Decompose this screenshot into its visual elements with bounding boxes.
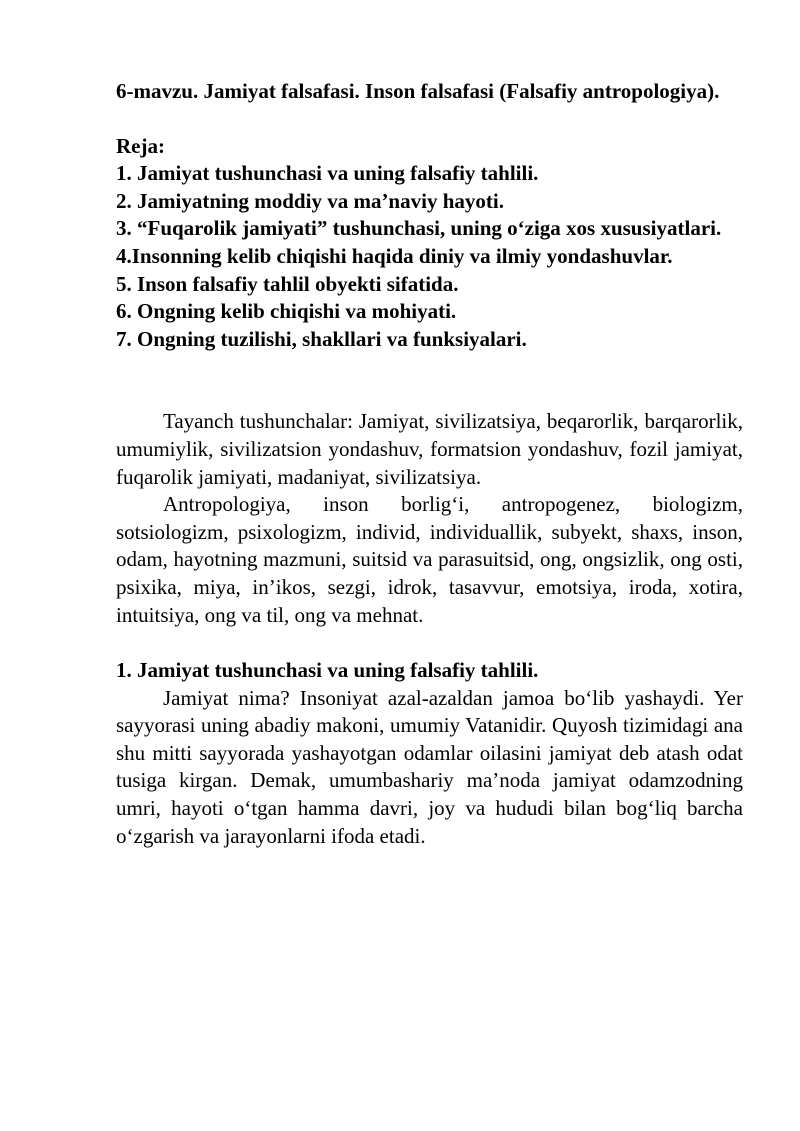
keywords-paragraph-1: Tayanch tushunchalar: Jamiyat, sivilizatsiya, beqarorlik, barqarorlik, umumiylik, sivilizatsion yondashuv, formatsion yondashuv, fozil jamiyat, fuqarolik jamiyati, madaniyat, sivilizatsiya. [116,409,743,489]
plan-item-4: 4.Insonning kelib chiqishi haqida diniy va ilmiy yondashuvlar. [116,243,673,268]
section-1-paragraph: Jamiyat nima? Insoniyat azal-azaldan jamoa bo‘lib yashaydi. Yer sayyorasi uning abadiy makoni, umumiy Vatanidir. Quyosh tizimidagi ana shu mitti sayyorada yashayotgan odamlar oilasini jamiyat deb atash odat tusiga kirgan. Demak, umumbashariy ma’noda jamiyat odamzodning umri, hayoti o‘tgan hamma davri, joy va hududi bilan bog‘liq barcha o‘zgarish va jarayonlarni ifoda etadi. [116,685,743,848]
document-title: 6-mavzu. Jamiyat falsafasi. Inson falsafasi (Falsafiy antropologiya). [116,79,720,103]
plan-item-5: 5. Inson falsafiy tahlil obyekti sifatida. [116,271,459,296]
plan-item-3: 3. “Fuqarolik jamiyati” tushunchasi, uning o‘ziga xos xususiyatlari. [116,216,722,241]
document-page [116,78,743,850]
plan-item-2: 2. Jamiyatning moddiy va ma’naviy hayoti. [116,188,504,213]
plan-item-1: 1. Jamiyat tushunchasi va uning falsafiy tahlili. [116,161,539,186]
plan-heading: Reja: [116,133,165,158]
plan-item-7: 7. Ongning tuzilishi, shakllari va funksiyalari. [116,326,527,351]
section-1-heading: 1. Jamiyat tushunchasi va uning falsafiy tahlili. [116,658,539,683]
plan-item-6: 6. Ongning kelib chiqishi va mohiyati. [116,299,457,324]
keywords-block [116,408,743,629]
keywords-paragraph-2: Antropologiya, inson borlig‘i, antropogenez, biologizm, sotsiologizm, psixologizm, individ, individuallik, subyekt, shaxs, inson, odam, hayotning mazmuni, suitsid va parasuitsid, ong, ongsizlik, ong osti, psixika, miya, in’ikos, sezgi, idrok, tasavvur, emotsiya, iroda, xotira, intuitsiya, ong va til, ong va mehnat. [116,492,743,627]
plan-list [116,160,743,353]
